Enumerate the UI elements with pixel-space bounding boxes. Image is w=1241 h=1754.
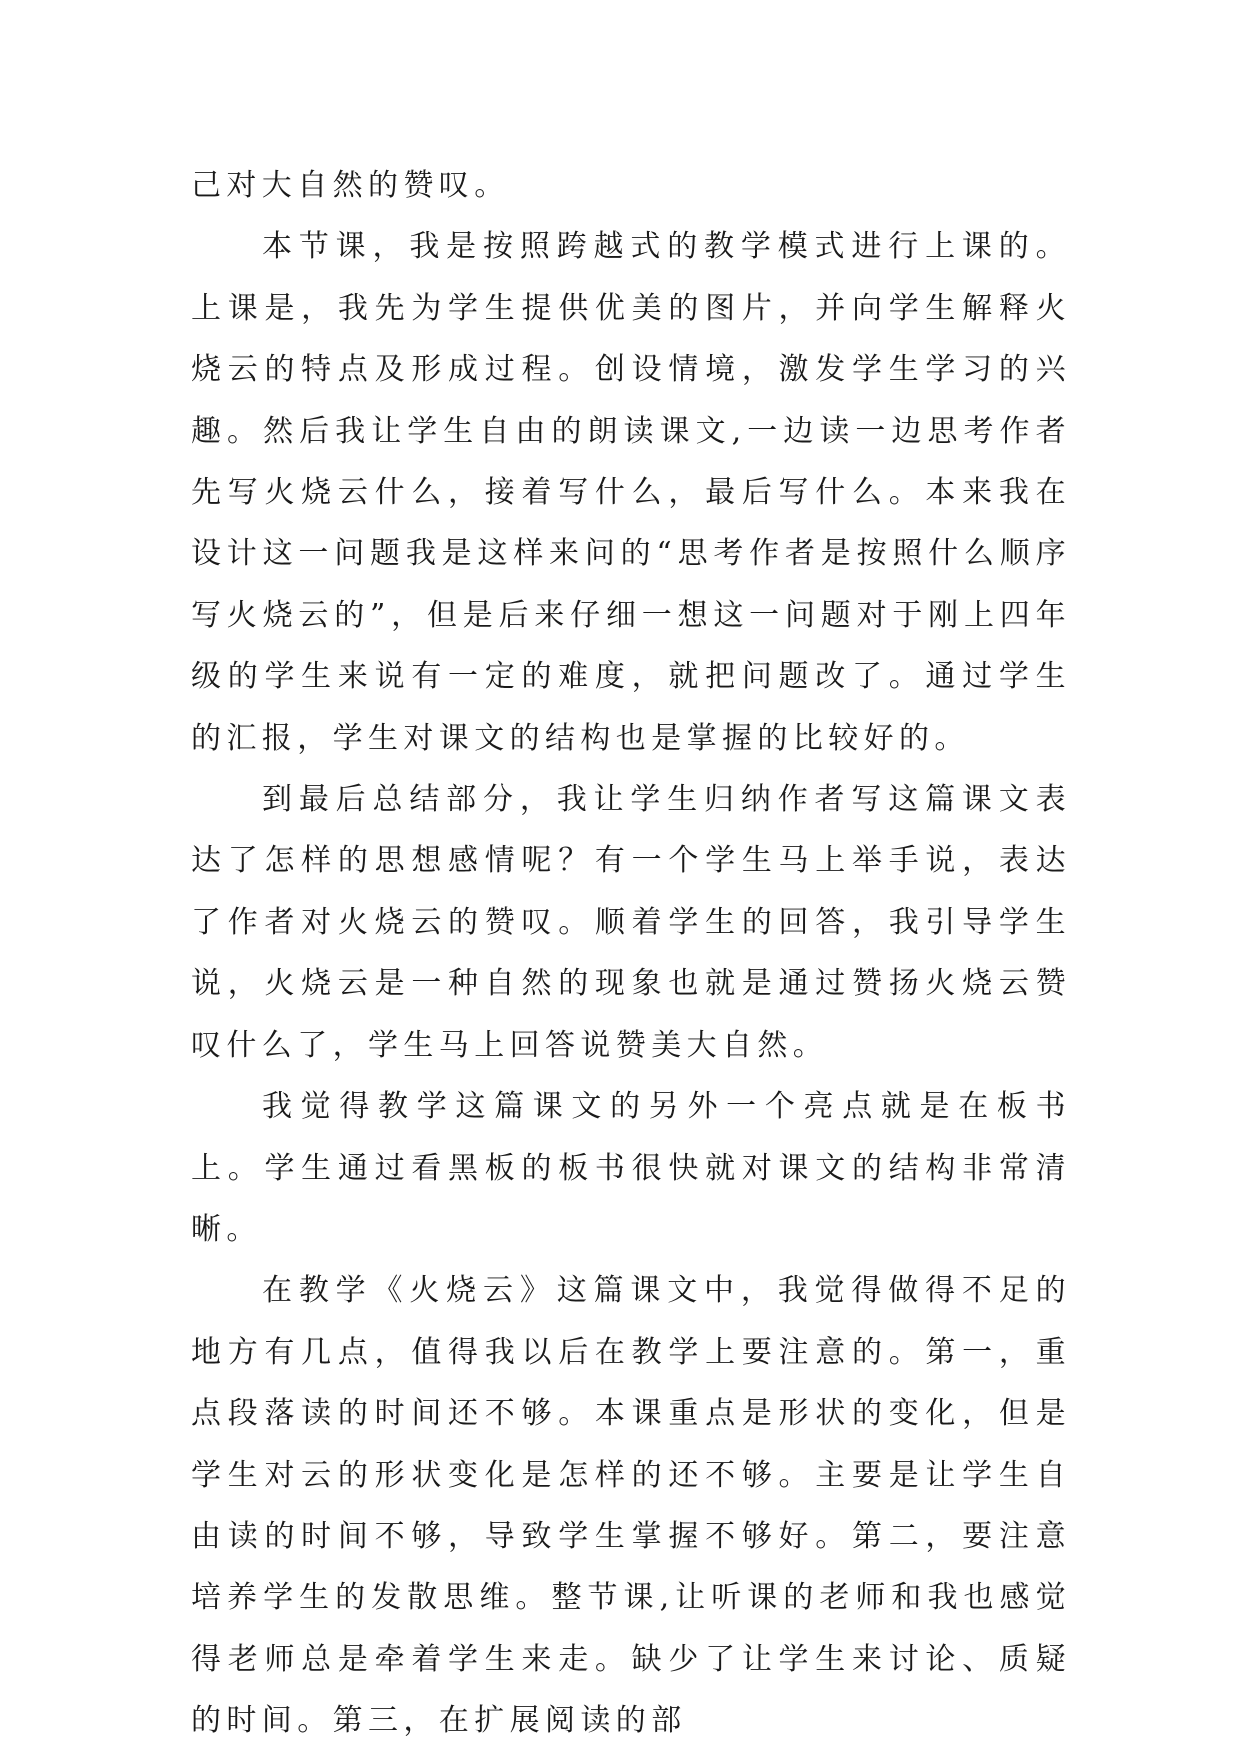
paragraph-3: 到最后总结部分，我让学生归纳作者写这篇课文表达了怎样的思想感情呢？有一个学生马上举手说，表达了作者对火烧云的赞叹。顺着学生的回答，我引导学生说，火烧云是一种自然的现象也就是通过赞扬火烧云赞叹什么了，学生马上回答说赞美大自然。: [191, 782, 1071, 1063]
paragraph-4: 我觉得教学这篇课文的另外一个亮点就是在板书上。学生通过看黑板的板书很快就对课文的结构非常清晰。: [191, 1089, 1071, 1247]
paragraph-1: 己对大自然的赞叹。: [191, 168, 510, 203]
paragraph-5: 在教学《火烧云》这篇课文中，我觉得做得不足的地方有几点，值得我以后在教学上要注意的。第一，重点段落读的时间还不够。本课重点是形状的变化，但是学生对云的形状变化是怎样的还不够。主要是让学生自由读的时间不够，导致学生掌握不够好。第二，要注意培养学生的发散思维。整节课,让听课的老师和我也感觉得老师总是牵着学生来走。缺少了让学生来讨论、质疑的时间。第三，在扩展阅读的部: [191, 1273, 1071, 1739]
paragraph-2: 本节课，我是按照跨越式的教学模式进行上课的。上课是，我先为学生提供优美的图片，并向学生解释火烧云的特点及形成过程。创设情境，激发学生学习的兴趣。然后我让学生自由的朗读课文,一边读一边思考作者先写火烧云什么，接着写什么，最后写什么。本来我在设计这一问题我是这样来问的“思考作者是按照什么顺序写火烧云的”，但是后来仔细一想这一问题对于刚上四年级的学生来说有一定的难度，就把问题改了。通过学生的汇报，学生对课文的结构也是掌握的比较好的。: [191, 229, 1071, 756]
document-body: [191, 155, 1071, 1752]
